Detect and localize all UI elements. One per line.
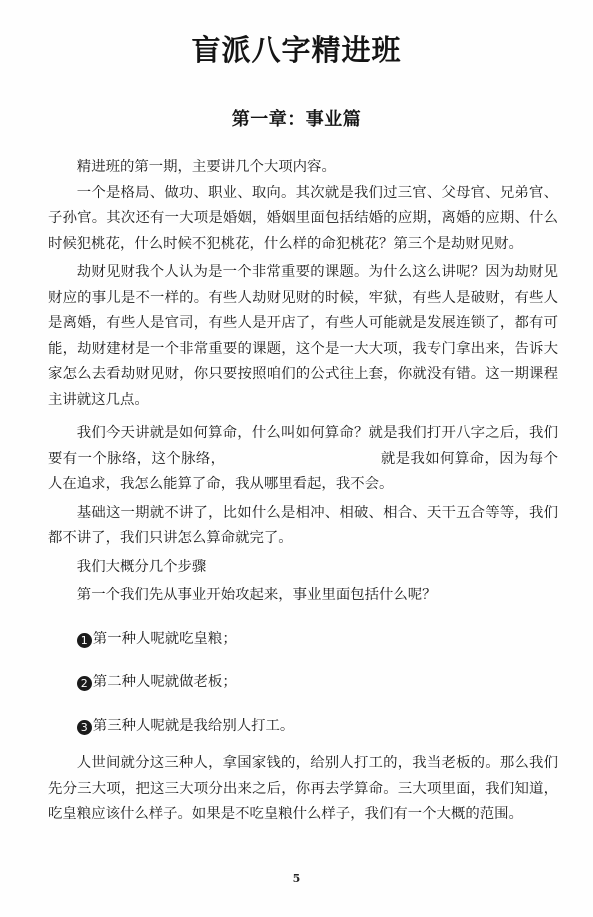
paragraph: 基础这一期就不讲了，比如什么是相冲、相破、相合、天干五合等等，我们都不讲了，我们只讲怎么算命就完了。 bbox=[48, 504, 558, 546]
circled-number-icon: 2 bbox=[77, 676, 92, 691]
paragraph: 我们今天讲就是如何算命，什么叫如何算命？就是我们打开八字之后，我们要有一个脉络，这个脉络， 就是我如何算命，因为每个人在追求，我怎么能算了命，我从哪里看起，我不会。 bbox=[48, 425, 558, 492]
circled-number-icon: 3 bbox=[77, 720, 92, 735]
paragraph: 精进班的第一期，主要讲几个大项内容。 bbox=[76, 159, 336, 175]
page-number: 5 bbox=[292, 872, 301, 885]
circled-number-icon: 1 bbox=[77, 633, 92, 648]
body-text bbox=[48, 155, 558, 828]
paragraph: 一个是格局、做功、职业、取向。其次就是我们过三官、父母官、兄弟官、子孙官。其次还有一大项是婚姻，婚姻里面包括结婚的应期，离婚的应期、什么时候犯桃花，什么时候不犯桃花，什么样的命犯桃花？第三个是劫财见财。 bbox=[48, 184, 558, 252]
chapter-heading: 第一章：事业篇 bbox=[231, 109, 362, 130]
paragraph: 第一个我们先从事业开始攻起来，事业里面包括什么呢？ bbox=[76, 587, 437, 603]
paragraph: 劫财见财我个人认为是一个非常重要的课题。为什么这么讲呢？因为劫财见财应的事儿是不一样的。有些人劫财见财的时候，牢狱，有些人是破财，有些人是离婚，有些人是官司，有些人是开店了，有些人可能就是发展连锁了，都有可能，劫财建材是一个非常重要的课题，这个是一大大项，我专门拿出来，告诉大家怎么去看劫财见财，你只要按照咱们的公式往上套，你就没有错。这一期课程主讲就这几点。 bbox=[48, 264, 558, 408]
paragraph: 我们大概分几个步骤 bbox=[76, 558, 207, 575]
list-item-text: 第三种人呢就是我给别人打工。 bbox=[92, 717, 295, 734]
list-item bbox=[48, 627, 558, 653]
book-title: 盲派八字精进班 bbox=[191, 33, 402, 67]
paragraph: 人世间就分这三种人，拿国家钱的，给别人打工的，我当老板的。那么我们先分三大项，把这三大项分出来之后，你再去学算命。三大项里面，我们知道，吃皇粮应该什么样子。如果是不吃皇粮什么样子，我们有一个大概的范围。 bbox=[48, 755, 558, 822]
list-item-text: 第一种人呢就吃皇粮； bbox=[92, 630, 237, 647]
list-item bbox=[48, 714, 558, 740]
list-item bbox=[48, 670, 558, 696]
list-item-text: 第二种人呢就做老板； bbox=[92, 674, 237, 690]
